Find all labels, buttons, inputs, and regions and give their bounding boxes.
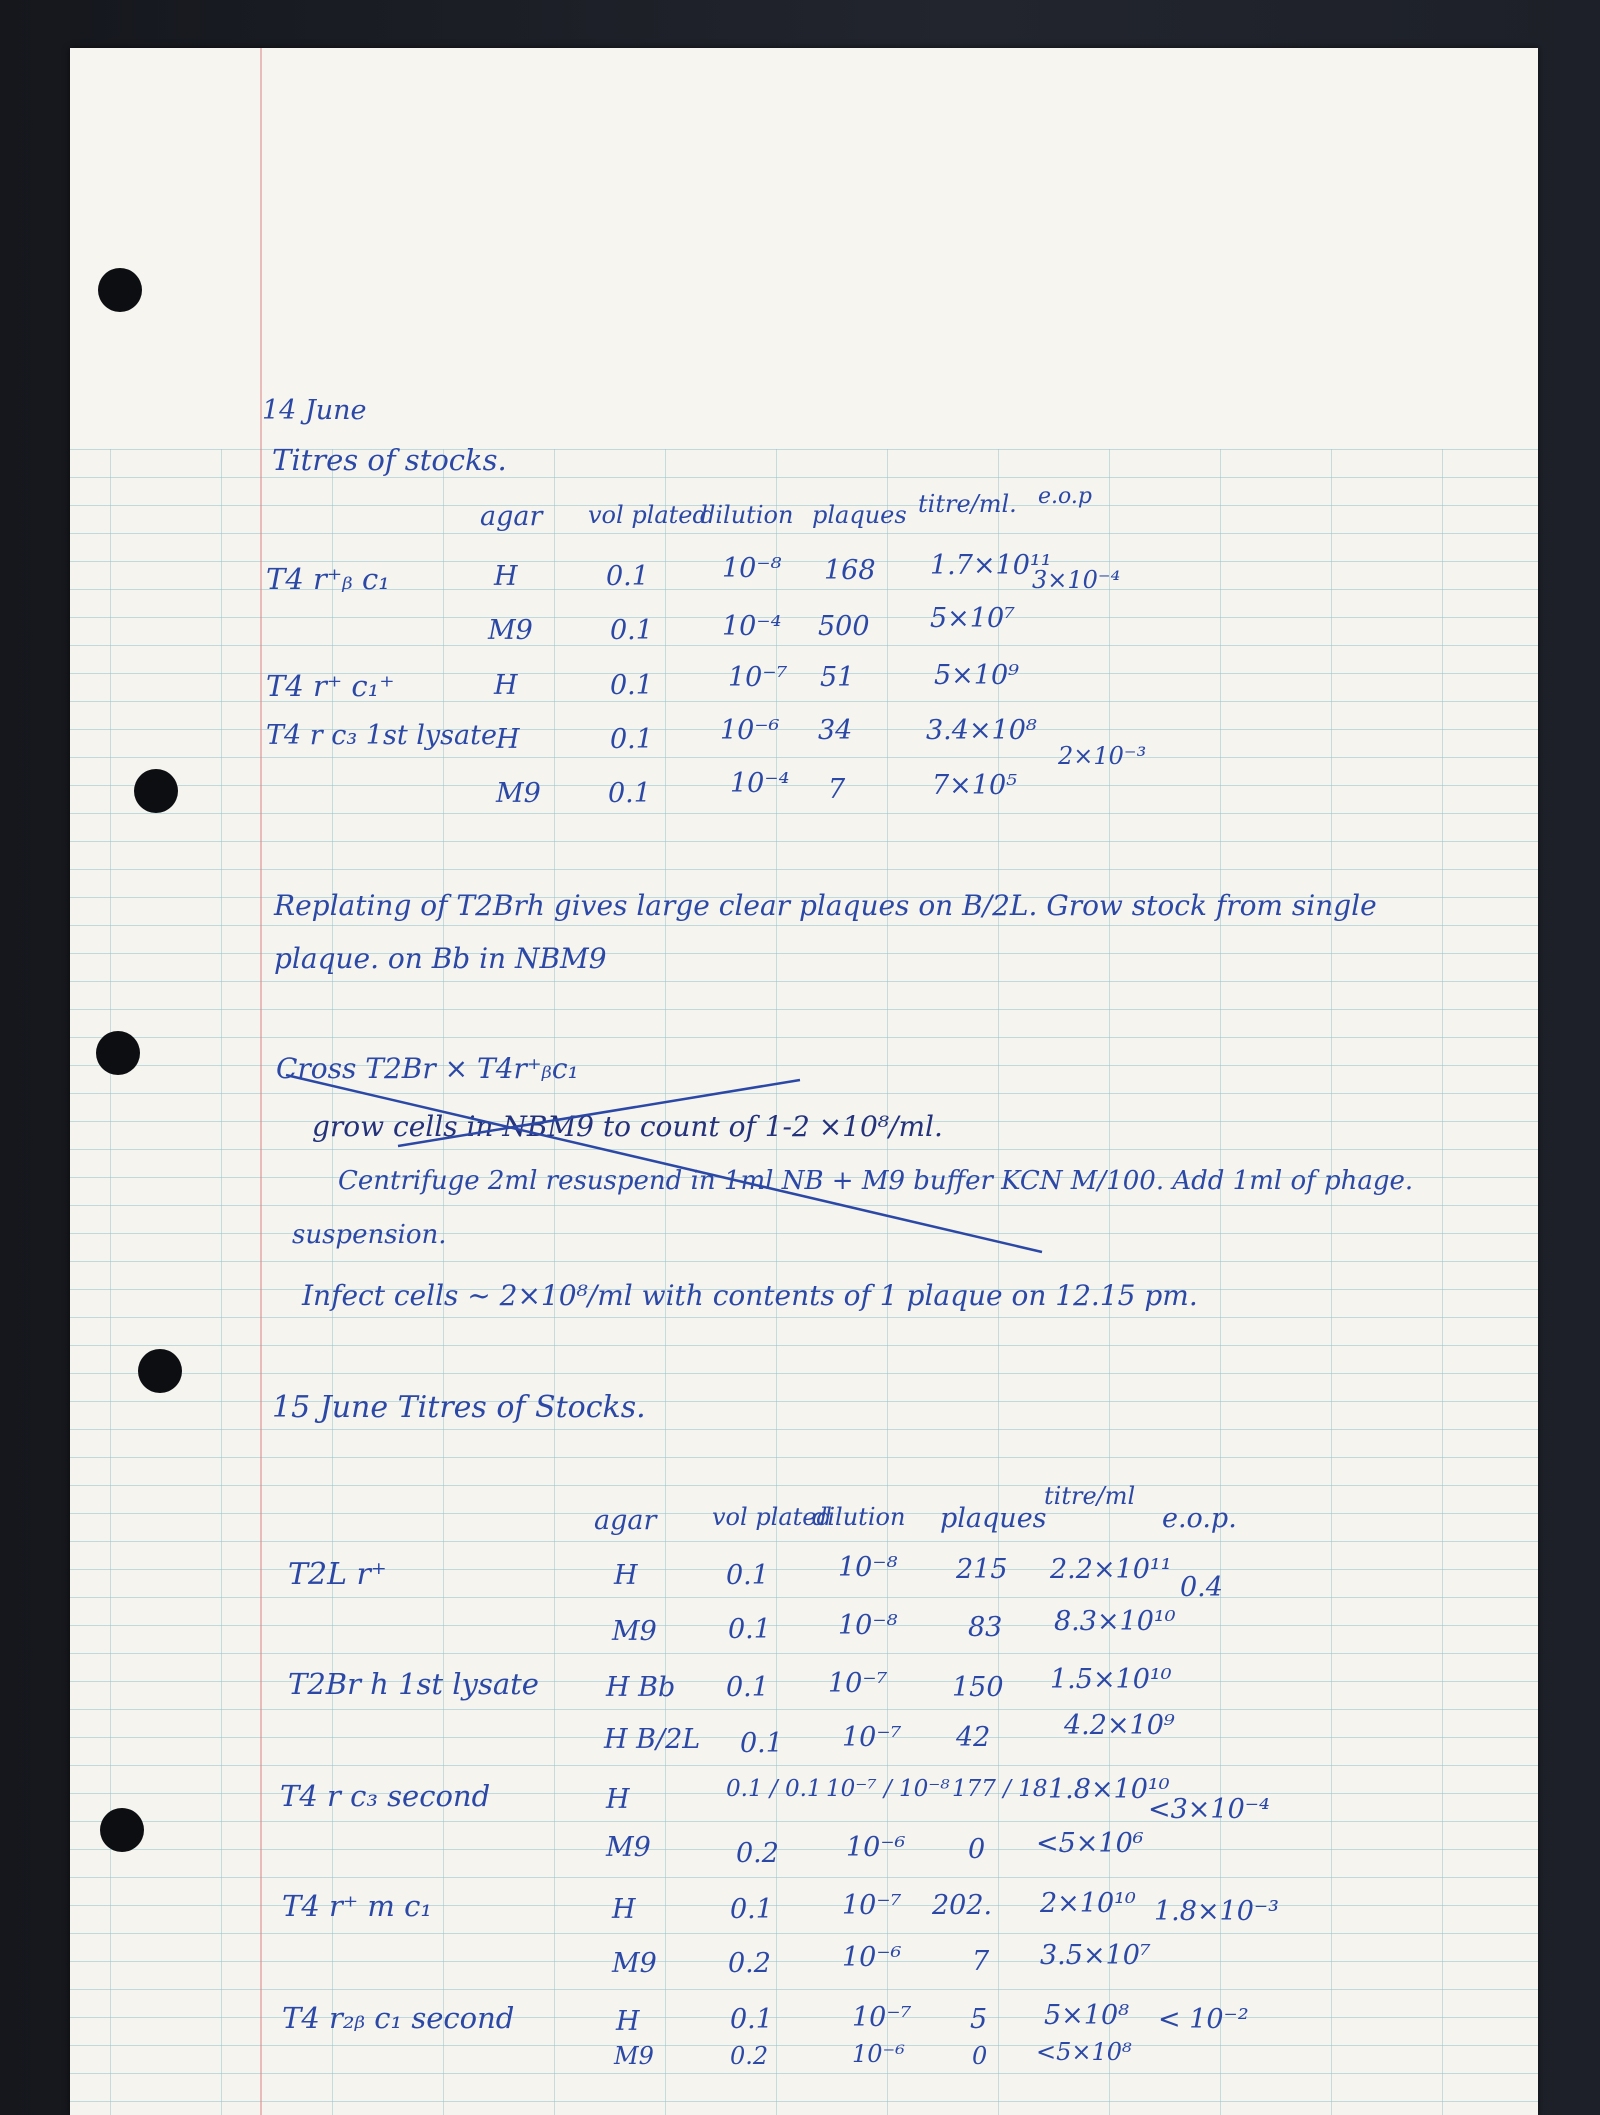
s2-r3-vol: 0.1 (726, 1672, 769, 1703)
s1-r5-vol: 0.1 (608, 778, 651, 809)
s2-r5-dilution: 10⁻⁷ / 10⁻⁸ (826, 1776, 950, 1802)
s2-r7-agar: H (612, 1894, 636, 1925)
s2-col-eop: e.o.p. (1162, 1503, 1237, 1534)
s1-r2-vol: 0.1 (610, 615, 653, 646)
s2-r9-plaques: 5 (970, 2004, 988, 2035)
s2-r5-strain: T4 r c₃ second (280, 1779, 491, 1813)
s1-r1-titre: 1.7×10¹¹ (930, 550, 1052, 581)
s2-col-dilution: dilution (812, 1503, 906, 1531)
s2-r4-dilution: 10⁻⁷ (842, 1722, 902, 1753)
section1-heading: Titres of stocks. (272, 443, 507, 477)
s1-r3-plaques: 51 (820, 662, 855, 693)
s2-r5-agar: H (606, 1784, 630, 1815)
s2-r5-vol: 0.1 / 0.1 (726, 1776, 822, 1802)
s2-r10-dilution: 10⁻⁶ (852, 2040, 905, 2068)
s2-r9-dilution: 10⁻⁷ (852, 2002, 912, 2033)
s2-r1-agar: H (614, 1560, 638, 1591)
s1-r5-plaques: 7 (828, 774, 846, 805)
s1-r3-dilution: 10⁻⁷ (728, 662, 788, 693)
s2-r4-plaques: 42 (956, 1722, 991, 1753)
s1-col-dilution: dilution (700, 501, 794, 529)
s1-r2-agar: M9 (488, 615, 533, 646)
s1-r2-dilution: 10⁻⁴ (722, 611, 782, 642)
s2-r9-strain: T4 r₂ᵦ c₁ second (282, 2001, 515, 2035)
s2-r8-dilution: 10⁻⁶ (842, 1942, 902, 1973)
s1-col-vol: vol plated (588, 501, 708, 529)
note-centrifuge: Centrifuge 2ml resuspend in 1ml NB + M9 buffer KCN M/100. Add 1ml of phage. (338, 1166, 1414, 1196)
s2-r7-strain: T4 r⁺ m c₁ (282, 1889, 432, 1923)
note-infect: Infect cells ~ 2×10⁸/ml with contents of 1 plaque on 12.15 pm. (302, 1279, 1198, 1312)
s2-r6-vol: 0.2 (736, 1838, 779, 1869)
s2-r3-plaques: 150 (952, 1672, 1004, 1703)
s2-r2-agar: M9 (612, 1616, 657, 1647)
s2-r9-agar: H (616, 2006, 640, 2037)
s1-r3-agar: H (494, 670, 518, 701)
s1-r5-dilution: 10⁻⁴ (730, 768, 790, 799)
s2-col-agar: agar (594, 1505, 657, 1536)
s2-r6-titre: <5×10⁶ (1036, 1828, 1144, 1859)
s2-r7-vol: 0.1 (730, 1894, 773, 1925)
s2-r4-titre: 4.2×10⁹ (1064, 1710, 1175, 1741)
s2-r6-plaques: 0 (968, 1834, 986, 1865)
s2-r9-vol: 0.1 (730, 2004, 773, 2035)
s2-r8-vol: 0.2 (728, 1948, 771, 1979)
s1-r1-dilution: 10⁻⁸ (722, 553, 782, 584)
s2-r10-agar: M9 (614, 2042, 654, 2070)
s1-col-eop: e.o.p (1038, 484, 1092, 509)
s2-r2-vol: 0.1 (728, 1614, 771, 1645)
s2-r7-dilution: 10⁻⁷ (842, 1890, 902, 1921)
s2-r3-strain: T2Br h 1st lysate (288, 1667, 539, 1701)
s1-r4-vol: 0.1 (610, 724, 653, 755)
s2-r5-titre: 1.8×10¹⁰ (1048, 1774, 1170, 1805)
s2-r8-plaques: 7 (972, 1946, 990, 1977)
s1-r1-vol: 0.1 (606, 561, 649, 592)
s1-r4-strain: T4 r c₃ 1st lysate (266, 720, 497, 751)
s2-r1-vol: 0.1 (726, 1560, 769, 1591)
s1-r3-vol: 0.1 (610, 670, 653, 701)
s1-r3-titre: 5×10⁹ (934, 660, 1019, 691)
s2-r1-dilution: 10⁻⁸ (838, 1552, 898, 1583)
s2-r1-strain: T2L r⁺ (288, 1557, 387, 1592)
s1-col-titre: titre/ml. (918, 490, 1017, 518)
s2-r4-vol: 0.1 (740, 1728, 783, 1759)
s1-r3-strain: T4 r⁺ c₁⁺ (266, 669, 395, 703)
s1-r4-titre: 3.4×10⁸ (926, 715, 1037, 746)
note-replating-1: Replating of T2Brh gives large clear plaques on B/2L. Grow stock from single (274, 889, 1377, 922)
s1-col-agar: agar (480, 501, 543, 532)
note-cross: Cross T2Br × T4r⁺ᵦc₁ (276, 1052, 579, 1085)
s2-r8-titre: 3.5×10⁷ (1040, 1940, 1151, 1971)
s2-r2-titre: 8.3×10¹⁰ (1054, 1606, 1176, 1637)
s2-r6-dilution: 10⁻⁶ (846, 1832, 906, 1863)
s2-r3-agar: H Bb (606, 1672, 676, 1703)
s2-r6-agar: M9 (606, 1832, 651, 1863)
s2-col-titre: titre/ml (1044, 1482, 1136, 1510)
note-grow: grow cells in NBM9 to count of 1-2 ×10⁸/ml. (312, 1110, 943, 1143)
s2-r4-agar: H B/2L (604, 1724, 701, 1755)
section1-date: 14 June (262, 395, 367, 426)
note-replating-2: plaque. on Bb in NBM9 (274, 942, 607, 975)
s1-r2-plaques: 500 (818, 611, 870, 642)
s2-r5-plaques: 177 / 18 (952, 1776, 1048, 1802)
s2-col-plaques: plaques (940, 1503, 1047, 1534)
s1-r2-titre: 5×10⁷ (930, 603, 1015, 634)
s1-r4-agar: H (496, 724, 520, 755)
s2-r9-eop: < 10⁻² (1158, 2004, 1249, 2035)
s1-r1-eop: 3×10⁻⁴ (1032, 566, 1121, 594)
s1-r5-agar: M9 (496, 778, 541, 809)
s2-col-vol: vol plated (712, 1503, 832, 1531)
s1-col-plaques: plaques (812, 501, 907, 529)
s2-r7-plaques: 202. (932, 1890, 993, 1921)
s2-r7-titre: 2×10¹⁰ (1040, 1888, 1136, 1919)
s1-r4-eop: 2×10⁻³ (1058, 742, 1147, 770)
s2-r1-titre: 2.2×10¹¹ (1050, 1554, 1172, 1585)
s2-r10-vol: 0.2 (730, 2042, 769, 2070)
s2-r9-titre: 5×10⁸ (1044, 2000, 1129, 2031)
s2-r1-plaques: 215 (956, 1554, 1008, 1585)
s2-r3-titre: 1.5×10¹⁰ (1050, 1664, 1172, 1695)
s2-r3-dilution: 10⁻⁷ (828, 1668, 888, 1699)
s2-r2-dilution: 10⁻⁸ (838, 1610, 898, 1641)
s2-r10-plaques: 0 (972, 2042, 988, 2070)
note-suspension: suspension. (292, 1220, 447, 1250)
s2-r1-eop: 0.4 (1180, 1572, 1223, 1603)
s2-r8-agar: M9 (612, 1948, 657, 1979)
s1-r4-plaques: 34 (818, 715, 853, 746)
s2-r10-titre: <5×10⁸ (1036, 2038, 1132, 2066)
s1-r1-plaques: 168 (824, 555, 876, 586)
s2-r7-eop: 1.8×10⁻³ (1154, 1896, 1279, 1927)
s1-r1-agar: H (494, 561, 518, 592)
s1-r5-titre: 7×10⁵ (932, 770, 1017, 801)
s1-r4-dilution: 10⁻⁶ (720, 715, 780, 746)
s2-r5-eop: <3×10⁻⁴ (1148, 1794, 1270, 1825)
section2-heading: 15 June Titres of Stocks. (272, 1390, 646, 1425)
s1-r1-strain: T4 r⁺ᵦ c₁ (266, 562, 390, 596)
s2-r2-plaques: 83 (968, 1612, 1003, 1643)
